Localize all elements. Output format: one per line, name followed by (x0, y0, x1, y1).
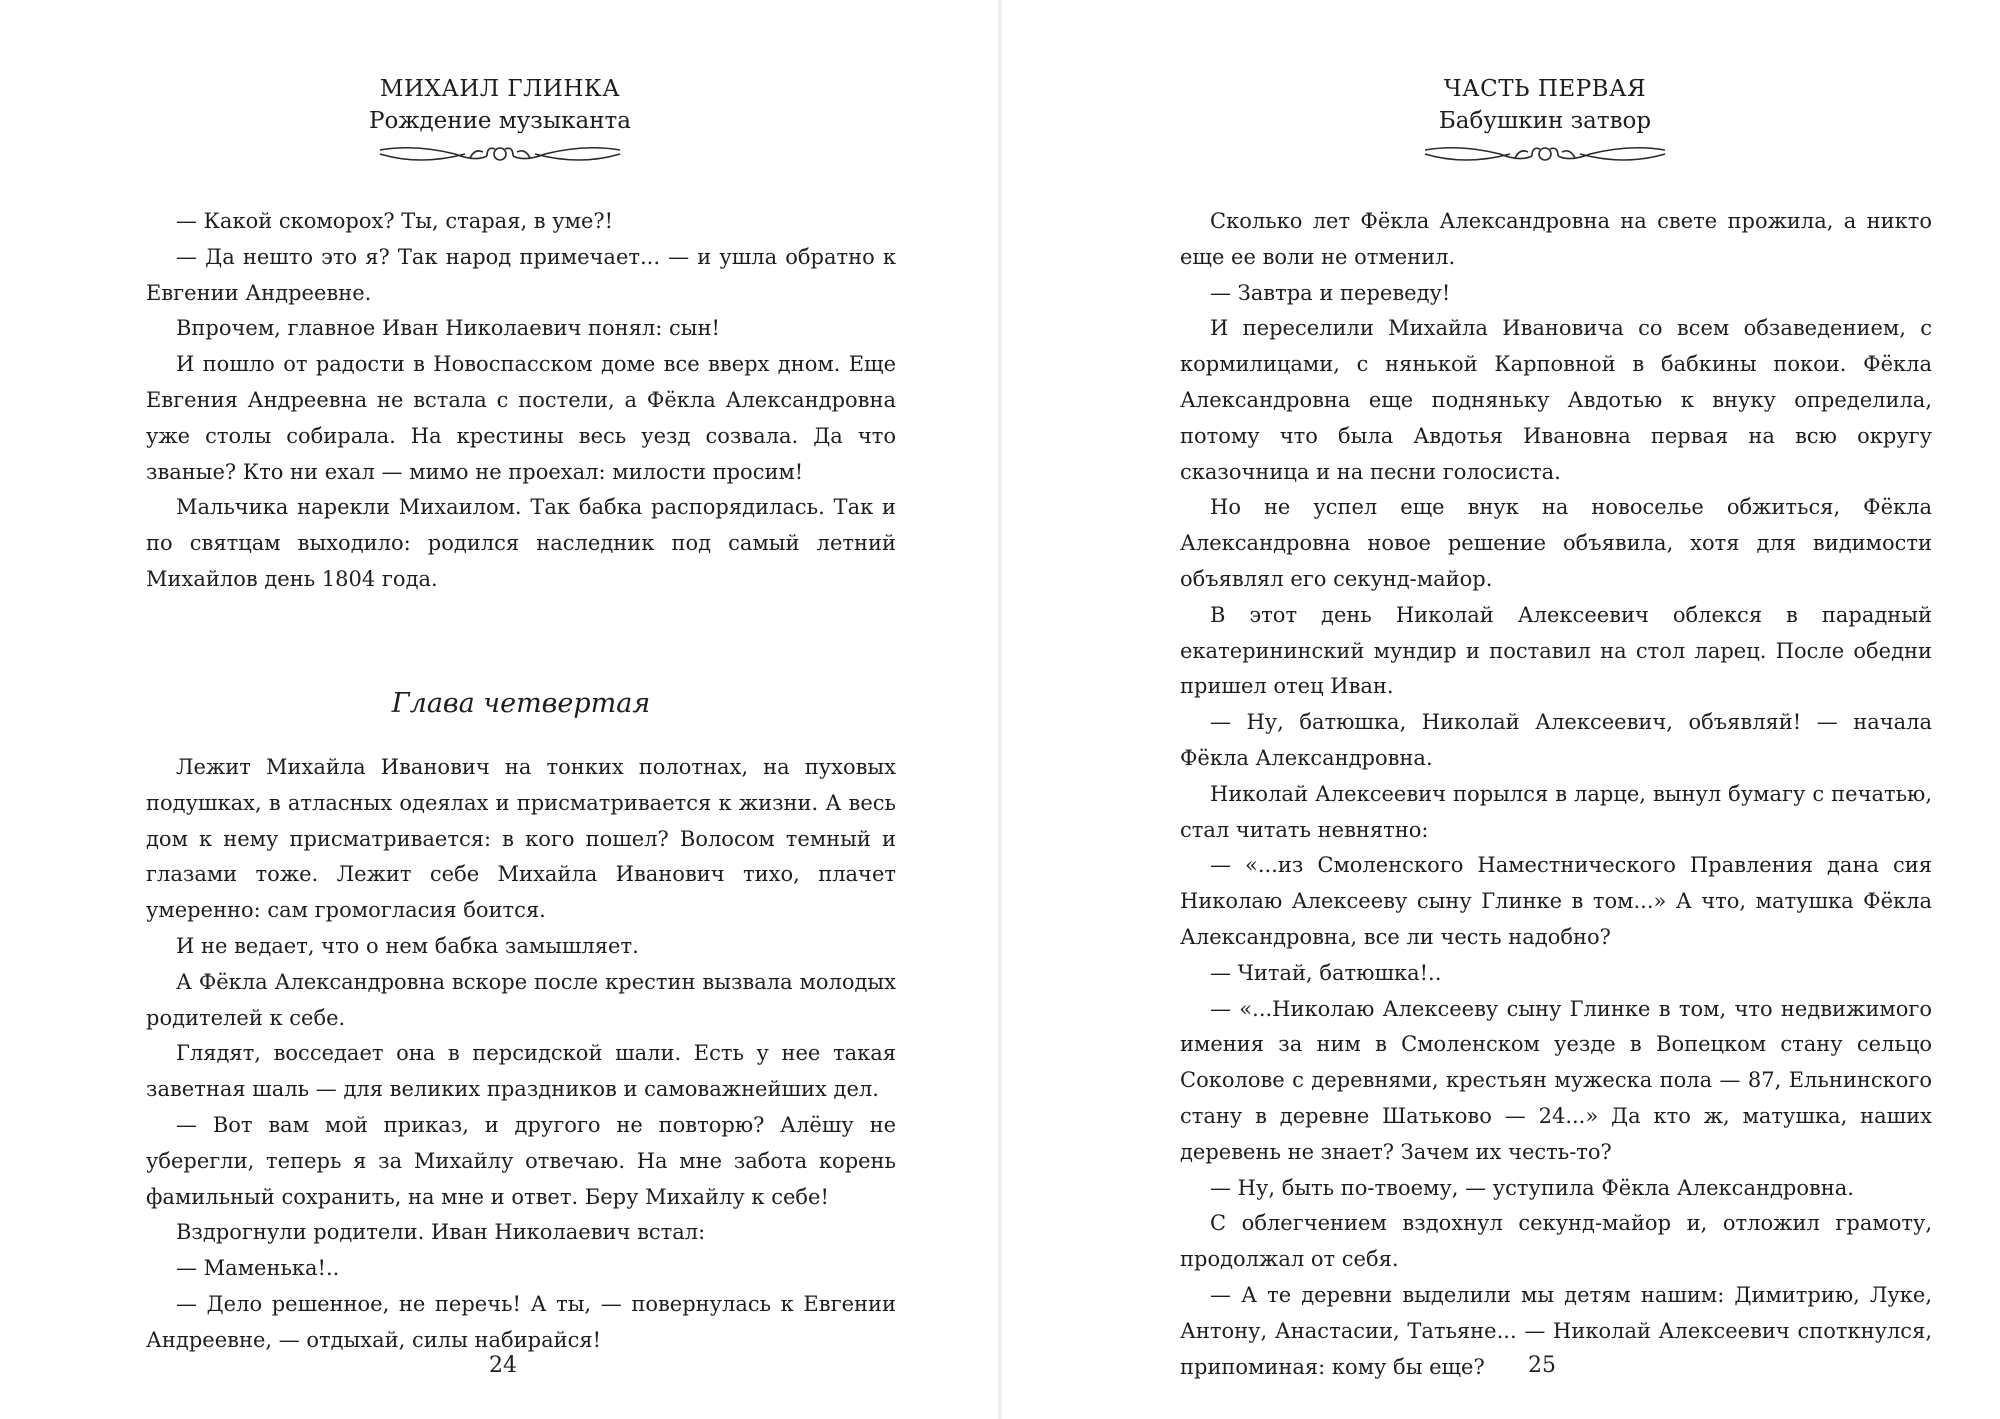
book-subtitle: Рождение музыканта (369, 108, 631, 134)
flourish-ornament-icon (375, 140, 625, 170)
paragraph: — Ну, батюшка, Николай Алексеевич, объявляй! — начала Фёкла Александровна. (1180, 710, 1932, 770)
paragraph: — Завтра и переведу! (1210, 280, 1451, 305)
body-text-top (146, 204, 896, 598)
paragraph: — «...из Смоленского Наместнического Правления дана сия Николаю Алексееву сыну Глинке в том...» А что, матушка Фёкла Александровна, все ли честь надобно? (1180, 853, 1932, 949)
paragraph: В этот день Николай Алексеевич облекся в парадный екатерининский мундир и поставил на стол ларец. После обедни пришел отец Иван. (1180, 602, 1932, 699)
part-title: ЧАСТЬ ПЕРВАЯ (1443, 76, 1647, 102)
paragraph: Лежит Михайла Иванович на тонких полотнах, на пуховых подушках, в атласных одеялах и присматривается к жизни. А весь дом к нему присматривается: в кого пошел? Волосом темный и глазами тоже. Лежит себе Михайла Иванович тихо, плачет умеренно: сам громогласия боится. (146, 755, 896, 923)
page-number: 24 (489, 1353, 517, 1378)
paragraph: И переселили Михайла Ивановича со всем обзаведением, с кормилицами, с нянькой Карповной в бабкины покои. Фёкла Александровна еще подняньку Авдотью к внуку определила, потому что была Авдотья Ивановна первая на всю округу сказочница и на песни голосиста. (1180, 316, 1932, 484)
paragraph: Впрочем, главное Иван Николаевич понял: сын! (176, 316, 720, 341)
paragraph: И пошло от радости в Новоспасском доме все вверх дном. Еще Евгения Андреевна не встала с постели, а Фёкла Александровна уже столы собирала. На крестины весь уезд созвала. Да что званые? Кто ни ехал — мимо не проехал: милости просим! (146, 352, 896, 484)
chapter-heading: Глава четвертая (391, 688, 651, 719)
paragraph: Николай Алексеевич порылся в ларце, вынул бумагу с печатью, стал читать невнятно: (1180, 781, 1932, 842)
paragraph: — Маменька!.. (176, 1256, 340, 1281)
chapter-subtitle: Бабушкин затвор (1438, 108, 1652, 134)
paragraph: — Читай, батюшка!.. (1210, 960, 1442, 985)
paragraph: — А те деревни выделили мы детям нашим: Димитрию, Луке, Антону, Анастасии, Татьяне... — Николай Алексеевич споткнулся, припоминая: кому бы еще? (1180, 1282, 1932, 1379)
body-text-bottom (146, 750, 896, 1359)
page-number: 25 (1528, 1353, 1556, 1378)
running-header (290, 74, 710, 170)
paragraph: Глядят, восседает она в персидской шали. Есть у нее такая заветная шаль — для великих праздников и самоважнейших дел. (146, 1041, 896, 1102)
paragraph: — Какой скоморох? Ты, старая, в уме?! (176, 209, 614, 233)
body-text (1180, 204, 1932, 1385)
running-header (1335, 74, 1755, 170)
paragraph: С облегчением вздохнул секунд-майор и, отложил грамоту, продолжал от себя. (1180, 1211, 1932, 1272)
paragraph: И не ведает, что о нем бабка замышляет. (176, 933, 639, 958)
paragraph: Вздрогнули родители. Иван Николаевич встал: (176, 1220, 706, 1245)
paragraph: — Вот вам мой приказ, и другого не повторю? Алёшу не уберегли, теперь я за Михайлу отвечаю. На мне забота корень фамильный сохранить, на мне и ответ. Беру Михайлу к себе! (146, 1112, 896, 1209)
paragraph: Сколько лет Фёкла Александровна на свете прожила, а никто еще ее воли не отменил. (1180, 209, 1932, 269)
paragraph: — Дело решенное, не перечь! А ты, — повернулась к Евгении Андреевне, — отдыхай, силы набирайся! (146, 1291, 896, 1352)
paragraph: А Фёкла Александровна вскоре после крестин вызвала молодых родителей к себе. (146, 969, 896, 1030)
paragraph: — Да нешто это я? Так народ примечает... — и ушла обратно к Евгении Андреевне. (146, 244, 896, 305)
paragraph: Мальчика нарекли Михаилом. Так бабка распорядилась. Так и по святцам выходило: родился наследник под самый летний Михайлов день 1804 года. (146, 495, 896, 591)
right-page (1000, 0, 2000, 1419)
paragraph: Но не успел еще внук на новоселье обжиться, Фёкла Александровна новое решение объявила, хотя для видимости объявлял его секунд-майор. (1180, 495, 1932, 591)
author-title: МИХАИЛ ГЛИНКА (379, 76, 621, 102)
paragraph: — «...Николаю Алексееву сыну Глинке в том, что недвижимого имения за ним в Смоленском уезде в Вопецком стану сельцо Соколове с деревнями, крестьян мужеска пола — 87, Ельнинского стану в деревне Шатьково — 24...» Да кто ж, матушка, наших деревень не знает? Зачем их честь-то? (1180, 996, 1932, 1164)
flourish-ornament-icon (1420, 140, 1670, 170)
paragraph: — Ну, быть по-твоему, — уступила Фёкла Александровна. (1210, 1175, 1854, 1200)
